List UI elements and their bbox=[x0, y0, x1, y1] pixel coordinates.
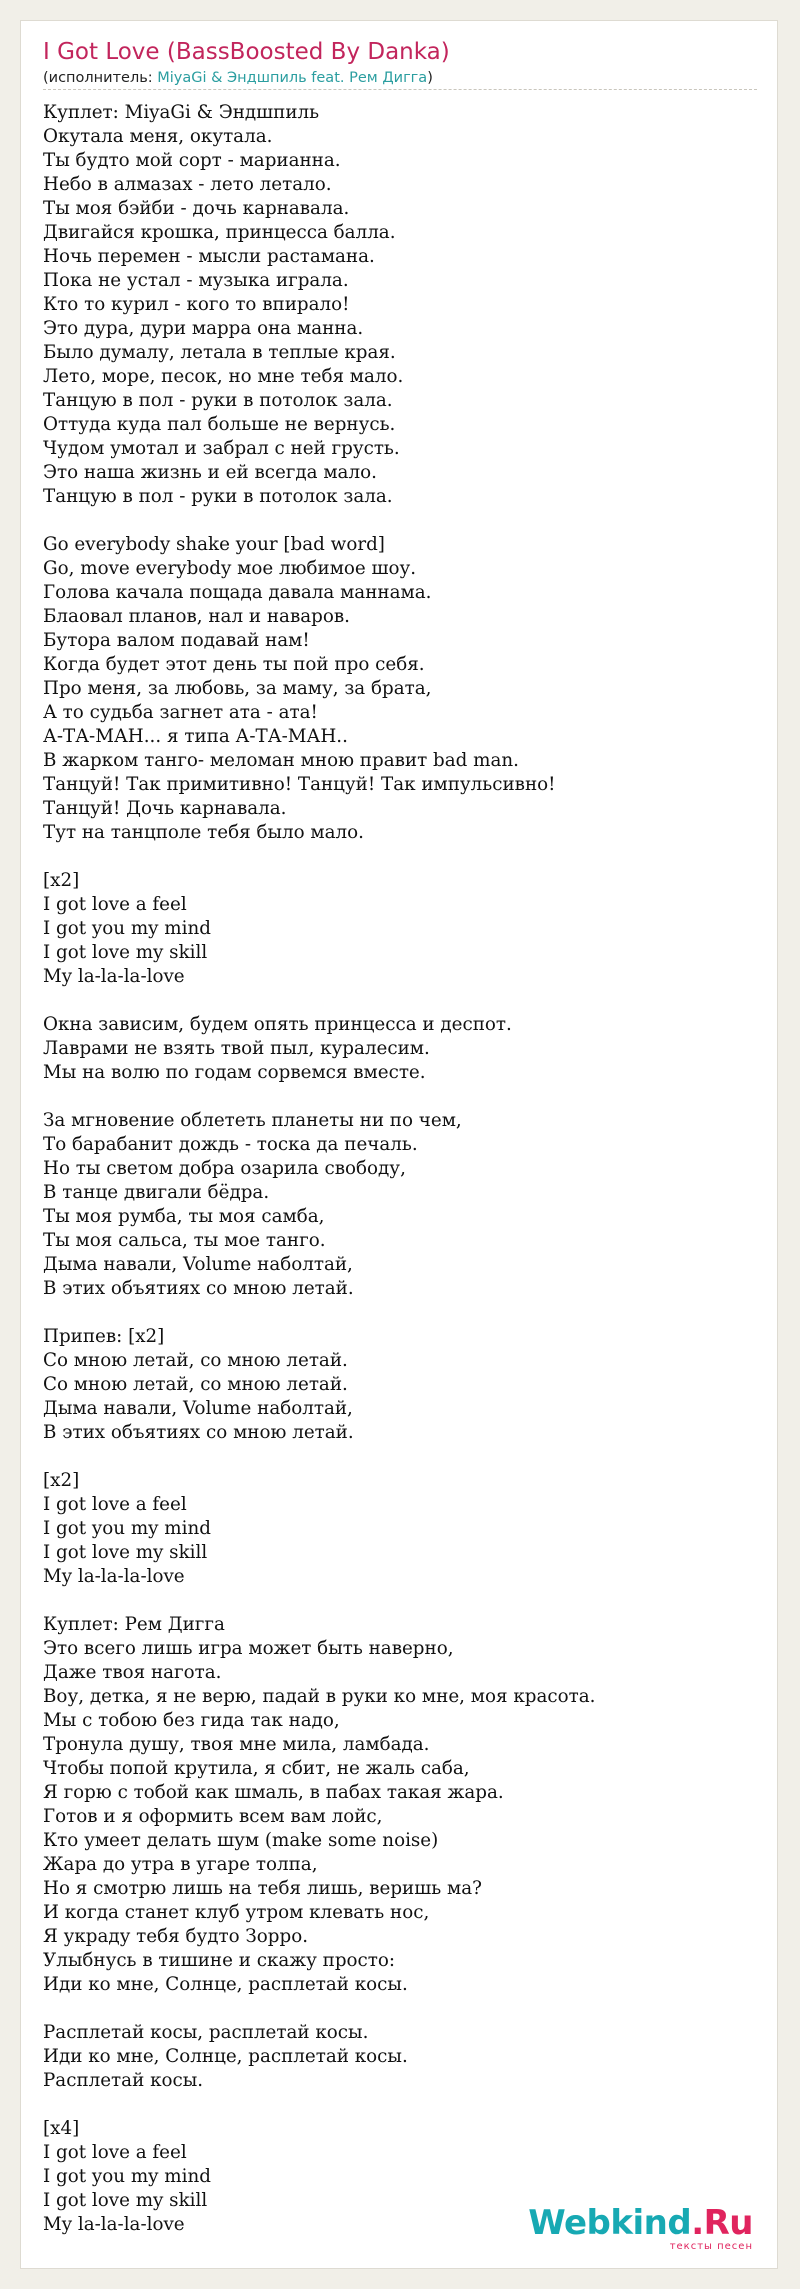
lyric-line: Даже твоя нагота. bbox=[43, 1662, 222, 1683]
lyric-line: I got love my skill bbox=[43, 2190, 208, 2211]
lyric-line: Расплетай косы. bbox=[43, 2070, 204, 2091]
lyric-line: Со мною летай, со мною летай. bbox=[43, 1350, 348, 1371]
logo-wordmark bbox=[528, 2203, 753, 2243]
lyric-line: Танцую в пол - руки в потолок зала. bbox=[43, 486, 393, 507]
lyrics-card bbox=[20, 20, 778, 2269]
stanza-break bbox=[43, 1445, 753, 1469]
lyric-line: Окна зависим, будем опять принцесса и деспот. bbox=[43, 1014, 512, 1035]
lyric-line: Готов и я оформить всем вам лойс, bbox=[43, 1806, 383, 1827]
lyric-line: Двигайся крошка, принцесса балла. bbox=[43, 222, 396, 243]
logo-name: Webkind bbox=[528, 2203, 692, 2243]
lyric-line: А-ТА-МАН... я типа А-ТА-МАН.. bbox=[43, 726, 348, 747]
lyric-line: I got you my mind bbox=[43, 2166, 211, 2187]
stanza-break bbox=[43, 845, 753, 869]
lyric-line: Дыма навали, Volume наболтай, bbox=[43, 1254, 353, 1275]
song-title: I Got Love (BassBoosted By Danka) bbox=[43, 39, 450, 65]
lyric-line: В этих объятиях со мною летай. bbox=[43, 1278, 354, 1299]
lyric-line: В этих объятиях со мною летай. bbox=[43, 1422, 354, 1443]
lyric-line: [x2] bbox=[43, 870, 80, 891]
lyric-line: Я горю с тобой как шмаль, в пабах такая жара. bbox=[43, 1782, 504, 1803]
site-logo[interactable] bbox=[528, 2203, 753, 2252]
lyric-line: Ты моя румба, ты моя самба, bbox=[43, 1206, 325, 1227]
lyric-line: Чтобы попой крутила, я сбит, не жаль саба, bbox=[43, 1758, 470, 1779]
title-divider bbox=[43, 89, 757, 90]
lyric-line: Дыма навали, Volume наболтай, bbox=[43, 1398, 353, 1419]
stanza-break bbox=[43, 1589, 753, 1613]
lyric-line: Когда будет этот день ты пой про себя. bbox=[43, 654, 425, 675]
lyric-line: Жара до утра в угаре толпа, bbox=[43, 1854, 318, 1875]
lyric-line: А то судьба загнет ата - ата! bbox=[43, 702, 318, 723]
lyric-line: My la-la-la-love bbox=[43, 966, 185, 987]
lyric-line: My la-la-la-love bbox=[43, 1566, 185, 1587]
lyric-line: Кто то курил - кого то впирало! bbox=[43, 294, 350, 315]
stanza-break bbox=[43, 1301, 753, 1325]
lyric-line: [x4] bbox=[43, 2118, 80, 2139]
lyric-line: Воу, детка, я не верю, падай в руки ко мне, моя красота. bbox=[43, 1686, 596, 1707]
lyric-line: Ты моя сальса, ты мое танго. bbox=[43, 1230, 326, 1251]
lyric-line: Но я смотрю лишь на тебя лишь, веришь ма? bbox=[43, 1878, 482, 1899]
lyric-line: Лето, море, песок, но мне тебя мало. bbox=[43, 366, 404, 387]
lyric-line: Кто умеет делать шум (make some noise) bbox=[43, 1830, 439, 1851]
lyric-line: За мгновение облететь планеты ни по чем, bbox=[43, 1110, 462, 1131]
lyric-line: В танце двигали бёдра. bbox=[43, 1182, 270, 1203]
lyric-line: Оттуда куда пал больше не вернусь. bbox=[43, 414, 396, 435]
lyric-line: Бутора валом подавай нам! bbox=[43, 630, 310, 651]
lyric-line: Чудом умотал и забрал с ней грусть. bbox=[43, 438, 400, 459]
lyric-line: Ночь перемен - мысли растамана. bbox=[43, 246, 375, 267]
lyric-line: Танцую в пол - руки в потолок зала. bbox=[43, 390, 393, 411]
lyric-line: Тронула душу, твоя мне мила, ламбада. bbox=[43, 1734, 430, 1755]
lyric-line: Небо в алмазах - лето летало. bbox=[43, 174, 332, 195]
lyric-line: Пока не устал - музыка играла. bbox=[43, 270, 349, 291]
lyric-line: И когда станет клуб утром клевать нос, bbox=[43, 1902, 430, 1923]
lyric-line: То барабанит дождь - тоска да печаль. bbox=[43, 1134, 418, 1155]
lyrics-text bbox=[43, 101, 753, 2237]
lyric-line: Улыбнусь в тишине и скажу просто: bbox=[43, 1950, 396, 1971]
logo-tagline: тексты песен bbox=[669, 2241, 753, 2252]
lyric-line: Припев: [x2] bbox=[43, 1326, 165, 1347]
lyric-line: Но ты светом добра озарила свободу, bbox=[43, 1158, 406, 1179]
stanza-break bbox=[43, 509, 753, 533]
lyric-line: Go, move everybody мое любимое шоу. bbox=[43, 558, 417, 579]
lyric-line: Это дура, дури марра она манна. bbox=[43, 318, 364, 339]
lyric-line: Лаврами не взять твой пыл, куралесим. bbox=[43, 1038, 430, 1059]
stanza-break bbox=[43, 989, 753, 1013]
artist-line bbox=[43, 69, 433, 88]
lyric-line: Иди ко мне, Солнце, расплетай косы. bbox=[43, 1974, 408, 1995]
lyric-line: I got you my mind bbox=[43, 1518, 211, 1539]
lyric-line: I got love a feel bbox=[43, 894, 187, 915]
stanza-break bbox=[43, 1997, 753, 2021]
logo-tld: .Ru bbox=[691, 2203, 753, 2243]
lyric-line: Иди ко мне, Солнце, расплетай косы. bbox=[43, 2046, 408, 2067]
lyric-line: I got you my mind bbox=[43, 918, 211, 939]
lyric-line: Ты будто мой сорт - марианна. bbox=[43, 150, 341, 171]
lyric-line: Со мною летай, со мною летай. bbox=[43, 1374, 348, 1395]
stanza-break bbox=[43, 2093, 753, 2117]
lyric-line: Танцуй! Так примитивно! Танцуй! Так импульсивно! bbox=[43, 774, 556, 795]
artist-link[interactable]: MiyaGi & Эндшпиль feat. Рем Дигга bbox=[157, 70, 428, 86]
lyric-line: Go everybody shake your [bad word] bbox=[43, 534, 385, 555]
artist-close: ) bbox=[427, 70, 433, 86]
lyric-line: I got love my skill bbox=[43, 1542, 208, 1563]
lyric-line: Мы с тобою без гида так надо, bbox=[43, 1710, 340, 1731]
lyric-line: Мы на волю по годам сорвемся вместе. bbox=[43, 1062, 426, 1083]
lyric-line: I got love a feel bbox=[43, 2142, 187, 2163]
lyric-line: I got love my skill bbox=[43, 942, 208, 963]
lyric-line: [x2] bbox=[43, 1470, 80, 1491]
lyric-line: Было думалу, летала в теплые края. bbox=[43, 342, 396, 363]
lyric-line: Окутала меня, окутала. bbox=[43, 126, 273, 147]
lyric-line: I got love a feel bbox=[43, 1494, 187, 1515]
lyric-line: Про меня, за любовь, за маму, за брата, bbox=[43, 678, 432, 699]
lyric-line: Тут на танцполе тебя было мало. bbox=[43, 822, 364, 843]
lyric-line: Танцуй! Дочь карнавала. bbox=[43, 798, 287, 819]
lyric-line: Куплет: MiyaGi & Эндшпиль bbox=[43, 102, 320, 123]
lyric-line: My la-la-la-love bbox=[43, 2214, 185, 2235]
lyric-line: Куплет: Рем Дигга bbox=[43, 1614, 225, 1635]
lyric-line: Я украду тебя будто Зорро. bbox=[43, 1926, 309, 1947]
lyric-line: Ты моя бэйби - дочь карнавала. bbox=[43, 198, 350, 219]
lyric-line: В жарком танго- меломан мною правит bad man. bbox=[43, 750, 519, 771]
lyric-line: Блаовал планов, нал и наваров. bbox=[43, 606, 350, 627]
lyric-line: Расплетай косы, расплетай косы. bbox=[43, 2022, 369, 2043]
stanza-break bbox=[43, 1085, 753, 1109]
lyric-line: Голова качала пощада давала маннама. bbox=[43, 582, 432, 603]
lyric-line: Это всего лишь игра может быть наверно, bbox=[43, 1638, 454, 1659]
lyric-line: Это наша жизнь и ей всегда мало. bbox=[43, 462, 377, 483]
artist-label: (исполнитель: bbox=[43, 70, 158, 86]
